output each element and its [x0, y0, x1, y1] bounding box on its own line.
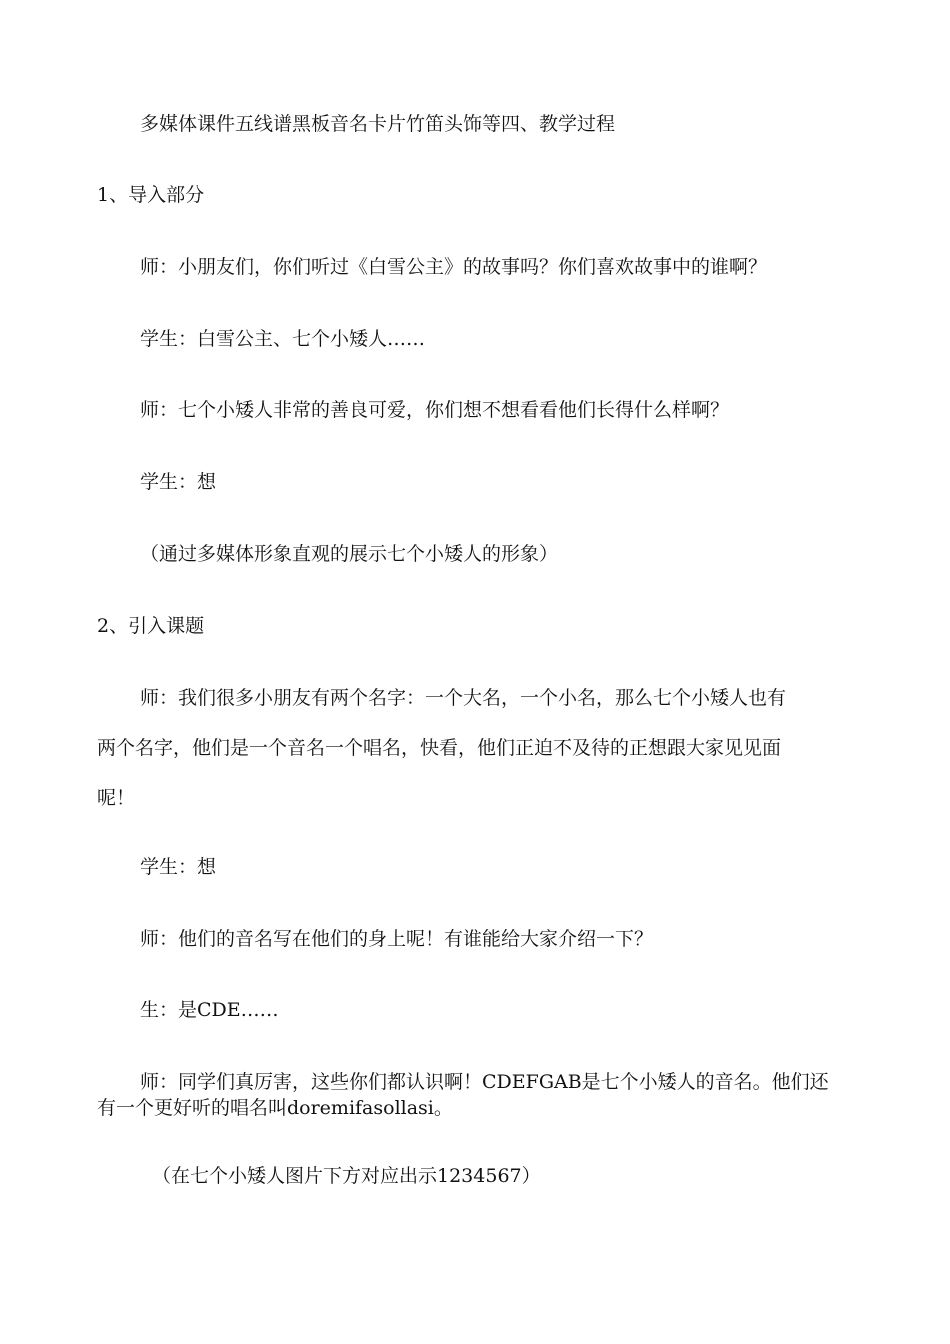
section-heading-intro: 1、导入部分 [97, 184, 205, 206]
dialogue-line: 师：同学们真厉害，这些你们都认识啊！CDEFGAB是七个小矮人的音名。他们还 [140, 1071, 829, 1093]
section-heading-topic: 2、引入课题 [97, 615, 205, 637]
dialogue-line: 师：七个小矮人非常的善良可爱，你们想不想看看他们长得什么样啊？ [140, 399, 730, 421]
dialogue-line-continued: 有一个更好听的唱名叫doremifasollasi。 [97, 1097, 453, 1119]
dialogue-line: 师：我们很多小朋友有两个名字：一个大名，一个小名，那么七个小矮人也有 [140, 687, 787, 709]
dialogue-line: 师：小朋友们，你们听过《白雪公主》的故事吗？你们喜欢故事中的谁啊？ [140, 256, 768, 278]
dialogue-line: 生：是CDE…… [140, 999, 279, 1021]
dialogue-line: 学生：想 [140, 856, 217, 878]
stage-note: （在七个小矮人图片下方对应出示1234567） [152, 1165, 541, 1187]
dialogue-line: 学生：想 [140, 471, 217, 493]
dialogue-line: 学生：白雪公主、七个小矮人…… [140, 328, 426, 350]
dialogue-line-continued: 两个名字，他们是一个音名一个唱名，快看，他们正迫不及待的正想跟大家见见面 [97, 737, 782, 759]
materials-line: 多媒体课件五线谱黑板音名卡片竹笛头饰等四、教学过程 [140, 113, 616, 135]
dialogue-line: 师：他们的音名写在他们的身上呢！有谁能给大家介绍一下？ [140, 928, 654, 950]
dialogue-line-continued: 呢！ [97, 787, 136, 809]
stage-note: （通过多媒体形象直观的展示七个小矮人的形象） [140, 543, 559, 565]
